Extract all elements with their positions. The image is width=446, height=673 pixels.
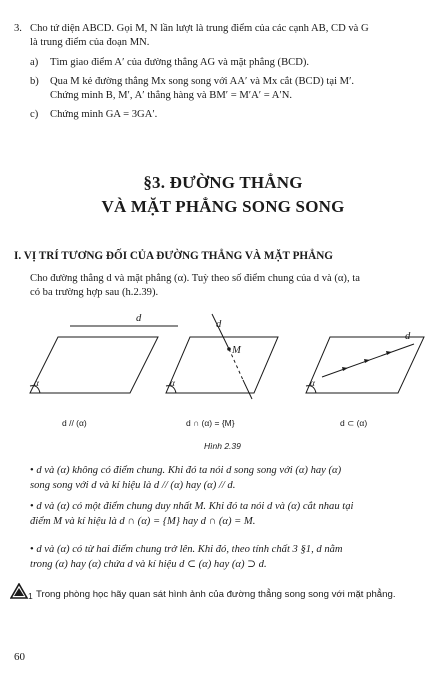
part-c-label: c) [30, 109, 39, 120]
line-d-arrow-marks [342, 351, 392, 371]
label-M: M [232, 345, 241, 356]
figure-title: Hình 2.39 [204, 441, 241, 451]
activity-triangle-icon [10, 583, 28, 599]
line-d-intersect-bottom [243, 380, 252, 399]
caption-parallel: d // (α) [62, 418, 87, 428]
label-alpha-3: α [310, 379, 315, 389]
label-d-2: d [216, 319, 222, 330]
exercise-intro-line-1: Cho tứ diện ABCD. Gọi M, N lần lượt là trung điểm của các cạnh AB, CD và G [30, 23, 369, 34]
bullet-3-line-2: trong (α) hay (α) chứa d và kí hiệu d ⊂ (α) hay (α) ⊃ d. [30, 559, 267, 570]
section-heading: I. VỊ TRÍ TƯƠNG ĐỐI CỦA ĐƯỜNG THẲNG VÀ MẶT PHẲNG [14, 250, 333, 262]
label-alpha-2: α [170, 379, 175, 389]
bullet-1-line-1: • d và (α) không có điểm chung. Khi đó ta nói d song song với (α) hay (α) [30, 465, 342, 476]
exercise-intro-line-2: là trung điểm của đoạn MN. [30, 37, 150, 48]
plane-alpha-3 [306, 337, 424, 393]
label-alpha-1: α [34, 379, 39, 389]
section-title-line-1: §3. ĐƯỜNG THẲNG [143, 173, 303, 192]
part-c-text: Chứng minh GA = 3GA′. [50, 109, 158, 120]
part-b-text-line-1: Qua M kẻ đường thẳng Mx song song với AA′ và Mx cắt (BCD) tại M′. [50, 76, 355, 87]
page-number: 60 [14, 651, 25, 663]
label-d-1: d [136, 313, 142, 324]
part-b-label: b) [30, 76, 39, 87]
part-b-text-line-2: Chứng minh B, M′, A′ thẳng hàng và BM′ = M′A′ = A′N. [50, 90, 293, 101]
bullet-2-line-1: • d và (α) có một điểm chung duy nhất M. Khi đó ta nói d và (α) cắt nhau tại [30, 501, 354, 512]
bullet-3-line-1: • d và (α) có từ hai điểm chung trở lên. Khi đó, theo tính chất 3 §1, d nằm [30, 544, 343, 555]
caption-intersect: d ∩ (α) = {M} [186, 418, 235, 428]
section-intro-line-1: Cho đường thẳng d và mặt phẳng (α). Tuỳ theo số điểm chung của d và (α), ta [30, 273, 360, 284]
label-d-3: d [405, 331, 411, 342]
activity-text: Trong phòng học hãy quan sát hình ảnh của đường thẳng song song với mặt phẳng. [36, 589, 396, 600]
plane-alpha-2 [166, 337, 278, 393]
part-a-text: Tìm giao điểm A′ của đường thẳng AG và mặt phẳng (BCD). [50, 57, 310, 68]
bullet-2-line-2: điểm M và kí hiệu là d ∩ (α) = {M} hay d ∩ (α) = M. [30, 516, 256, 527]
point-M [227, 347, 231, 351]
exercise-number: 3. [14, 23, 22, 34]
section-title-line-2: VÀ MẶT PHẲNG SONG SONG [101, 197, 345, 216]
part-a-label: a) [30, 57, 39, 68]
section-intro-line-2: có ba trường hợp sau (h.2.39). [30, 287, 159, 298]
activity-number: 1 [28, 591, 33, 601]
plane-alpha-1 [30, 337, 158, 393]
bullet-1-line-2: song song với d và kí hiệu là d // (α) hay (α) // d. [30, 480, 236, 491]
caption-contained: d ⊂ (α) [340, 418, 368, 428]
